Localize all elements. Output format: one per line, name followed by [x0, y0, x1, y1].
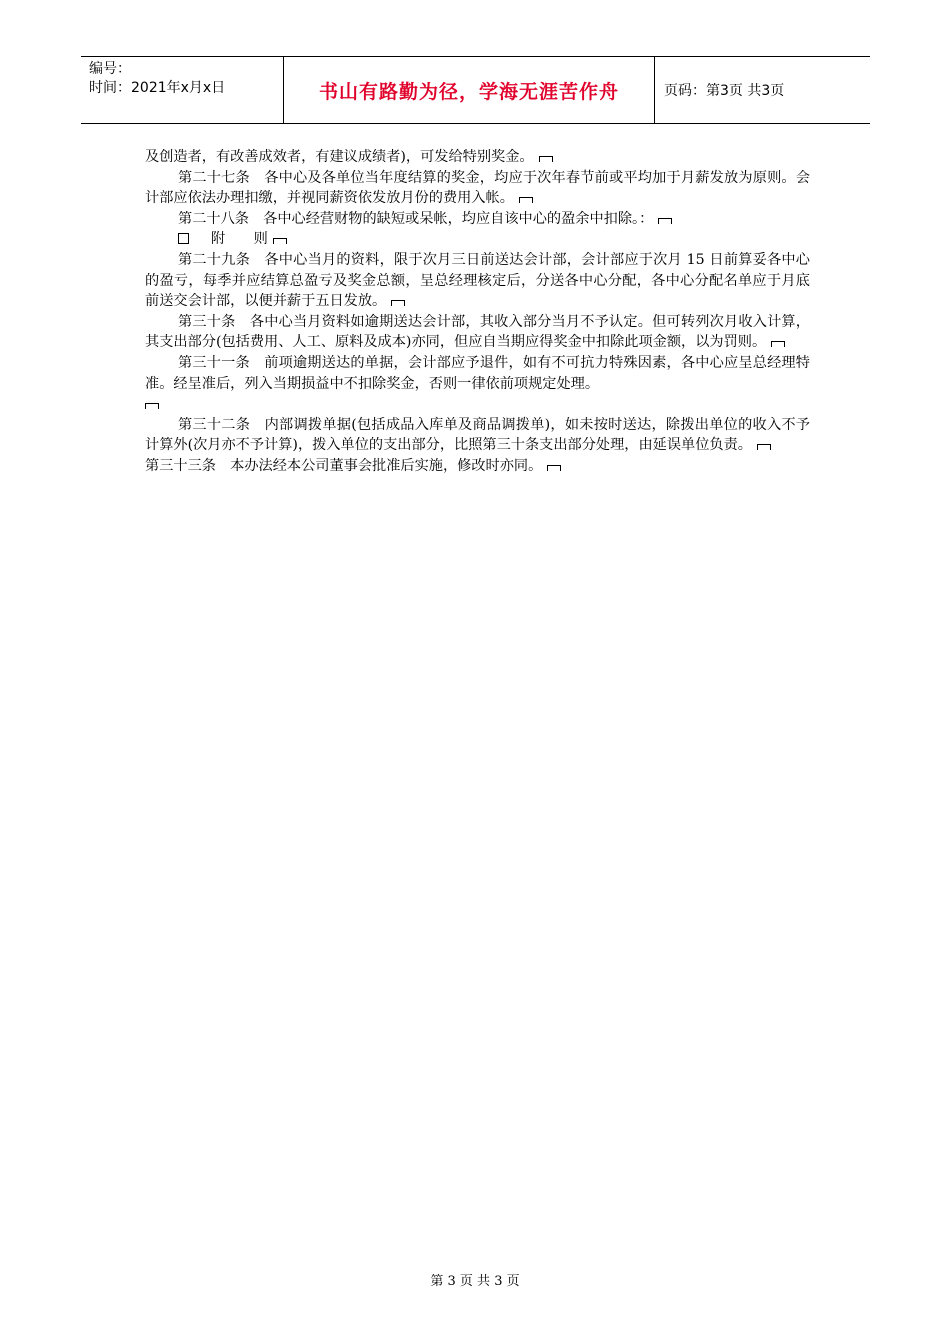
paragraph: 第三十三条 本办法经本公司董事会批准后实施，修改时亦同。 [145, 456, 810, 477]
paragraph-mark-icon [547, 465, 561, 471]
paragraph: 及创造者，有改善成效者，有建议成绩者)，可发给特别奖金。 [145, 147, 810, 168]
paragraph: 第三十二条 内部调拨单据(包括成品入库单及商品调拨单)，如未按时送达，除拨出单位的收入不予计算外(次月亦不予计算)，拨入单位的支出部分，比照第三十条支出部分处理，由延误单位负责。 [145, 416, 810, 454]
paragraph-mark-icon [273, 238, 287, 244]
paragraph-mark-icon [757, 444, 771, 450]
page-header [81, 56, 870, 124]
header-meta [81, 57, 283, 123]
paragraph-mark-icon [519, 197, 533, 203]
paragraph-mark-icon [145, 403, 159, 409]
paragraph-mark-icon [391, 300, 405, 306]
paragraph-mark-icon [539, 156, 553, 162]
header-page-label: 页码：第3页 共3页 [664, 83, 785, 99]
section-heading: 附 则 [145, 229, 810, 250]
paragraph-mark-icon [658, 218, 672, 224]
paragraph-mark-icon [771, 341, 785, 347]
checkbox-icon [178, 233, 189, 244]
header-motto: 书山有路勤为径，学海无涯苦作舟 [283, 57, 655, 123]
paragraph: 第二十七条 各中心及各单位当年度结算的奖金，均应于次年春节前或平均加于月薪发放为原则。会计部应依法办理扣缴，并视同薪资依发放月份的费用入帐。 [145, 169, 810, 207]
document-body [145, 147, 810, 477]
paragraph: 第二十八条 各中心经营财物的缺短或呆帐，均应自该中心的盈余中扣除。： [145, 209, 810, 230]
paragraph: 第三十条 各中心当月资料如逾期送达会计部，其收入部分当月不予认定。但可转列次月收入计算，其支出部分(包括费用、人工、原料及成本)亦同，但应自当期应得奖金中扣除此项金额，以为罚则。 [145, 313, 810, 351]
paragraph: 第三十一条 前项逾期送达的单据，会计部应予退件，如有不可抗力特殊因素，各中心应呈总经理特准。经呈准后，列入当期损益中不扣除奖金，否则一律依前项规定处理。 [145, 353, 810, 415]
number-label: 编号： [89, 61, 131, 77]
paragraph: 第二十九条 各中心当月的资料，限于次月三日前送达会计部，会计部应于次月 15 日前算妥各中心的盈亏，每季并应结算总盈亏及奖金总额，呈总经理核定后，分送各中心分配，各中心分配名单应于月底前送交会计部，以便并薪于五日发放。 [145, 251, 810, 310]
page-footer: 第 3 页 共 3 页 [430, 1274, 520, 1289]
time-label: 时间：2021年x月x日 [89, 80, 226, 96]
